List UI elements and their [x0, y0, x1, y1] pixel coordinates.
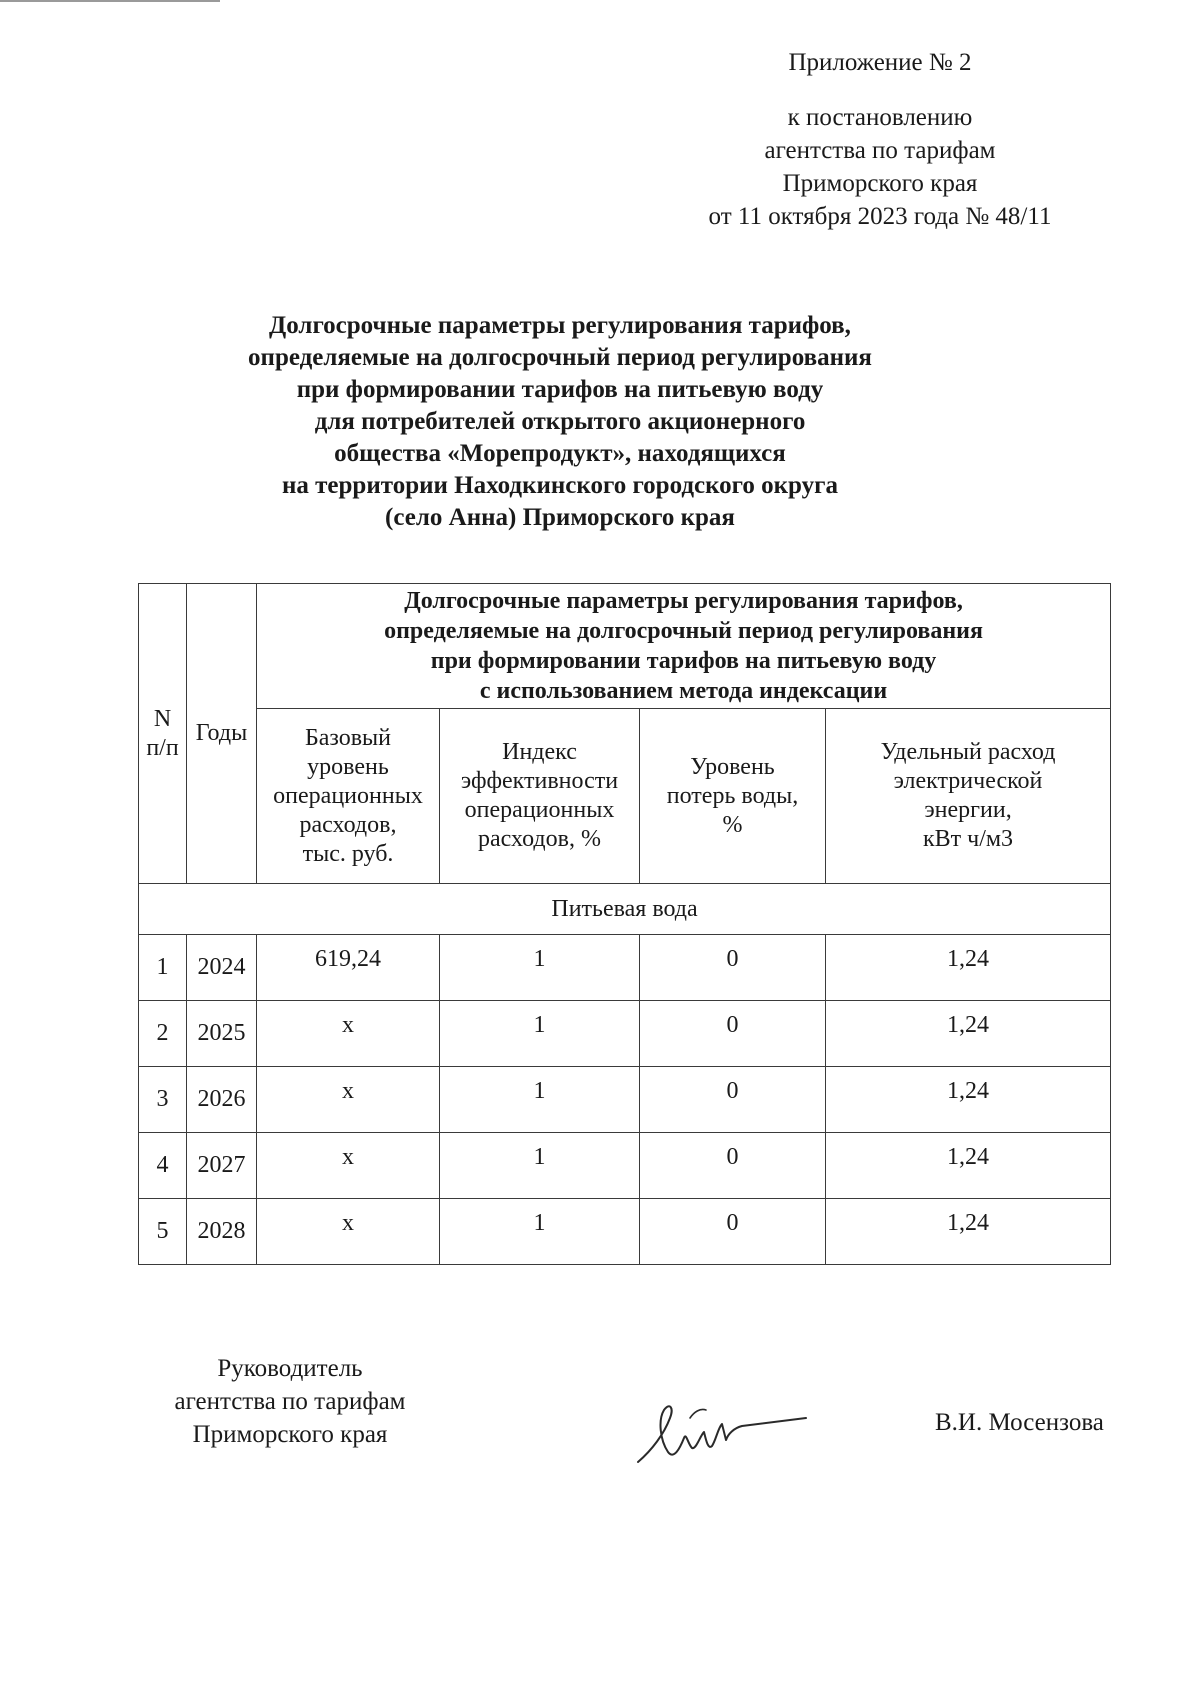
annex-line: от 11 октября 2023 года № 48/11: [708, 203, 1052, 230]
cell-energy: 1,24: [826, 1001, 1111, 1067]
header-text: Долгосрочные параметры регулирования тарифов,: [404, 588, 963, 614]
title-line: Долгосрочные параметры регулирования тарифов,: [269, 312, 851, 339]
cell-number: 5: [139, 1199, 187, 1265]
header-base-opex: [257, 709, 440, 884]
cell-base-opex: х: [257, 1001, 440, 1067]
parameters-table: [138, 583, 1111, 1265]
title-line: для потребителей открытого акционерного: [314, 408, 806, 435]
document-title: [160, 310, 960, 534]
header-text: тыс. руб.: [302, 840, 394, 867]
cell-water-loss: 0: [640, 1067, 826, 1133]
header-year: Годы: [187, 584, 257, 884]
cell-water-loss: 0: [640, 1001, 826, 1067]
cell-energy: 1,24: [826, 935, 1111, 1001]
header-text: энергии,: [924, 797, 1012, 823]
signatory-name: В.И. Мосензова: [935, 1409, 1104, 1436]
cell-number: 3: [139, 1067, 187, 1133]
cell-water-loss: 0: [640, 935, 826, 1001]
header-text: потерь воды,: [666, 782, 799, 809]
header-text: расходов, %: [478, 826, 601, 852]
header-energy-consumption: [826, 709, 1111, 884]
cell-year: 2024: [187, 935, 257, 1001]
cell-water-loss: 0: [640, 1133, 826, 1199]
cell-efficiency-index: 1: [440, 1133, 640, 1199]
cell-number: 1: [139, 935, 187, 1001]
cell-year: 2026: [187, 1067, 257, 1133]
table-row: [139, 935, 1111, 1001]
cell-efficiency-index: 1: [440, 1067, 640, 1133]
header-text: Удельный расход: [880, 739, 1056, 765]
header-row-number: [139, 584, 187, 884]
annex-number: Приложение № 2: [788, 49, 972, 76]
header-text: п/п: [146, 734, 179, 761]
cell-number: 4: [139, 1133, 187, 1199]
header-text: Базовый: [304, 724, 392, 751]
page-top-edge: [0, 0, 220, 2]
cell-year: 2028: [187, 1199, 257, 1265]
cell-base-opex: 619,24: [257, 935, 440, 1001]
annex-line: Приморского края: [782, 170, 978, 197]
cell-energy: 1,24: [826, 1133, 1111, 1199]
header-text: операционных: [464, 797, 615, 823]
header-group-title: [257, 584, 1111, 709]
cell-energy: 1,24: [826, 1199, 1111, 1265]
header-text: операционных: [273, 782, 423, 809]
header-text: с использованием метода индексации: [479, 678, 888, 704]
header-water-loss: [640, 709, 826, 884]
table-row: [139, 1133, 1111, 1199]
header-text: %: [722, 811, 743, 838]
header-text: Индекс: [502, 739, 577, 765]
position-line: агентства по тарифам: [174, 1388, 406, 1415]
cell-year: 2027: [187, 1133, 257, 1199]
position-line: Руководитель: [217, 1355, 363, 1382]
annex-line: к постановлению: [787, 104, 973, 131]
position-line: Приморского края: [192, 1421, 388, 1448]
header-efficiency-index: [440, 709, 640, 884]
section-label: Питьевая вода: [139, 884, 1111, 935]
cell-water-loss: 0: [640, 1199, 826, 1265]
title-line: определяемые на долгосрочный период регулирования: [248, 344, 872, 371]
header-text: кВт ч/м3: [922, 826, 1014, 852]
annex-line: агентства по тарифам: [764, 137, 996, 164]
table-row: [139, 1001, 1111, 1067]
table-row: [139, 1067, 1111, 1133]
signatory-position: [120, 1352, 460, 1451]
title-line: на территории Находкинского городского округа: [282, 472, 838, 499]
header-text: расходов,: [299, 811, 397, 838]
header-text: при формировании тарифов на питьевую воду: [430, 648, 937, 674]
title-line: при формировании тарифов на питьевую воду: [296, 376, 824, 403]
annex-header: [640, 46, 1120, 233]
cell-efficiency-index: 1: [440, 1199, 640, 1265]
title-line: общества «Морепродукт», находящихся: [334, 440, 786, 467]
header-text: электрической: [893, 768, 1043, 794]
cell-base-opex: х: [257, 1133, 440, 1199]
title-line: (село Анна) Приморского края: [385, 504, 735, 531]
header-text: Уровень: [690, 753, 775, 780]
header-text: определяемые на долгосрочный период регулирования: [384, 618, 983, 644]
cell-base-opex: х: [257, 1199, 440, 1265]
cell-efficiency-index: 1: [440, 1001, 640, 1067]
handwritten-signature: [630, 1388, 810, 1478]
cell-base-opex: х: [257, 1067, 440, 1133]
cell-energy: 1,24: [826, 1067, 1111, 1133]
cell-number: 2: [139, 1001, 187, 1067]
header-text: N: [153, 705, 172, 732]
table-row: [139, 1199, 1111, 1265]
cell-efficiency-index: 1: [440, 935, 640, 1001]
header-text: уровень: [307, 753, 389, 780]
cell-year: 2025: [187, 1001, 257, 1067]
header-text: эффективности: [460, 768, 619, 794]
